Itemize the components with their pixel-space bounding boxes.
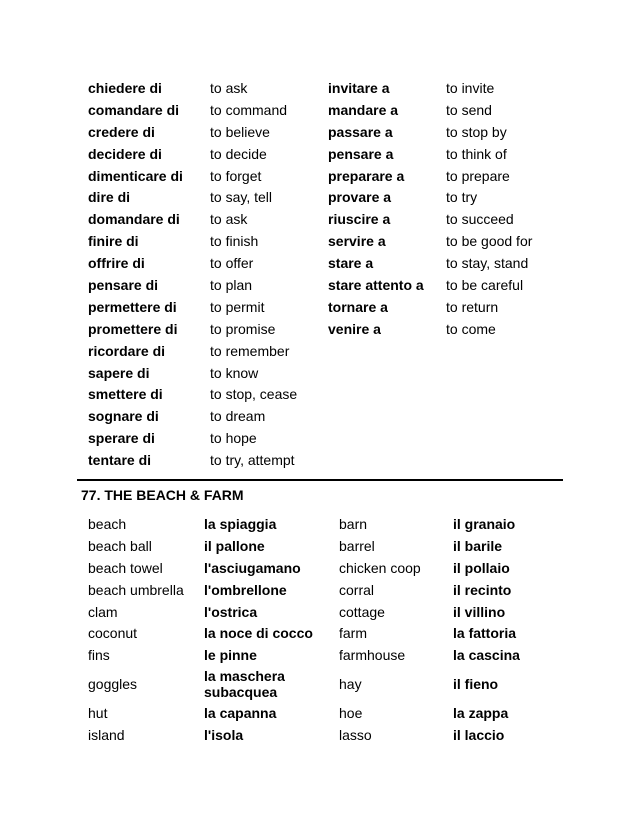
verb-di: dimenticare di bbox=[88, 167, 183, 184]
table-row bbox=[88, 252, 556, 274]
verb-a: venire a bbox=[328, 320, 381, 337]
italian-term-line: la maschera bbox=[204, 668, 285, 685]
verb-di-translation: to know bbox=[210, 364, 259, 381]
italian-term: l'ombrellone bbox=[204, 581, 287, 598]
italian-term: il granaio bbox=[453, 515, 516, 532]
verb-a: servire a bbox=[328, 233, 386, 250]
verb-di: decidere di bbox=[88, 145, 162, 162]
verb-preposition-table bbox=[88, 77, 556, 471]
vocabulary-table bbox=[88, 513, 553, 746]
verb-di-translation: to plan bbox=[210, 276, 253, 293]
italian-term: l'isola bbox=[204, 727, 244, 744]
italian-term: l'ostrica bbox=[204, 603, 258, 620]
verb-di-translation: to permit bbox=[210, 298, 265, 315]
english-term: coconut bbox=[88, 625, 138, 642]
verb-di-translation: to finish bbox=[210, 233, 259, 250]
english-term: corral bbox=[339, 581, 375, 598]
verb-di-translation: to dream bbox=[210, 408, 266, 425]
table-row bbox=[88, 208, 556, 230]
verb-a-translation: to invite bbox=[446, 79, 495, 96]
table-row bbox=[88, 318, 556, 340]
table-row bbox=[88, 274, 556, 296]
verb-a: mandare a bbox=[328, 101, 399, 118]
verb-di-translation: to command bbox=[210, 101, 288, 118]
verb-a-translation: to succeed bbox=[446, 211, 514, 228]
english-term: beach bbox=[88, 515, 127, 532]
table-row bbox=[88, 99, 556, 121]
table-row bbox=[88, 165, 556, 187]
verb-a bbox=[328, 449, 446, 471]
verb-di: dire di bbox=[88, 189, 131, 206]
verb-a: riuscire a bbox=[328, 211, 391, 228]
verb-a-translation: to prepare bbox=[446, 167, 510, 184]
verb-di: comandare di bbox=[88, 101, 180, 118]
verb-a bbox=[328, 427, 446, 449]
table-row bbox=[88, 724, 553, 746]
verb-a: preparare a bbox=[328, 167, 405, 184]
verb-di: offrire di bbox=[88, 255, 145, 272]
italian-term: le pinne bbox=[204, 647, 257, 664]
verb-di: domandare di bbox=[88, 211, 180, 228]
verb-di: permettere di bbox=[88, 298, 177, 315]
table-row bbox=[88, 77, 556, 99]
verb-di-translation: to say, tell bbox=[210, 189, 272, 206]
english-term: beach ball bbox=[88, 537, 152, 554]
verb-di-translation: to promise bbox=[210, 320, 276, 337]
english-term: island bbox=[88, 727, 125, 744]
verb-di: sperare di bbox=[88, 430, 155, 447]
italian-term: la capanna bbox=[204, 705, 277, 722]
section-heading: 77. THE BEACH & FARM bbox=[81, 487, 244, 503]
verb-a: pensare a bbox=[328, 145, 394, 162]
verb-a: provare a bbox=[328, 189, 392, 206]
verb-a: invitare a bbox=[328, 79, 390, 96]
table-row bbox=[88, 186, 556, 208]
table-row bbox=[88, 666, 553, 702]
table-row bbox=[88, 296, 556, 318]
verb-di: chiedere di bbox=[88, 79, 162, 96]
english-term: lasso bbox=[339, 727, 372, 744]
verb-a-translation: to stop by bbox=[446, 123, 507, 140]
table-row bbox=[88, 121, 556, 143]
english-term: fins bbox=[88, 647, 110, 664]
table-row bbox=[88, 427, 556, 449]
verb-a-translation bbox=[446, 362, 556, 384]
verb-di: sognare di bbox=[88, 408, 159, 425]
table-row bbox=[88, 405, 556, 427]
verb-di-translation: to try, attempt bbox=[210, 452, 295, 469]
verb-di-translation: to hope bbox=[210, 430, 257, 447]
verb-a-translation bbox=[446, 383, 556, 405]
english-term: goggles bbox=[88, 676, 138, 693]
table-row bbox=[88, 230, 556, 252]
english-term: chicken coop bbox=[339, 559, 421, 576]
italian-term: il recinto bbox=[453, 581, 512, 598]
italian-term: la cascina bbox=[453, 647, 520, 664]
verb-a bbox=[328, 383, 446, 405]
verb-a-translation bbox=[446, 449, 556, 471]
verb-di: promettere di bbox=[88, 320, 178, 337]
english-term: farm bbox=[339, 625, 367, 642]
verb-a: passare a bbox=[328, 123, 393, 140]
english-term: clam bbox=[88, 603, 118, 620]
table-row bbox=[88, 513, 553, 535]
table-row bbox=[88, 449, 556, 471]
table-row bbox=[88, 557, 553, 579]
section-divider bbox=[77, 479, 563, 481]
italian-term: la noce di cocco bbox=[204, 625, 313, 642]
italian-term: la zappa bbox=[453, 705, 509, 722]
english-term: farmhouse bbox=[339, 647, 406, 664]
table-row bbox=[88, 340, 556, 362]
table-row bbox=[88, 702, 553, 724]
table-row bbox=[88, 143, 556, 165]
table-row bbox=[88, 601, 553, 623]
table-row bbox=[88, 622, 553, 644]
english-term: beach towel bbox=[88, 559, 163, 576]
english-term: hut bbox=[88, 705, 108, 722]
verb-di-translation: to remember bbox=[210, 342, 290, 359]
italian-term: il fieno bbox=[453, 676, 499, 693]
italian-term: il villino bbox=[453, 603, 506, 620]
verb-a-translation: to think of bbox=[446, 145, 507, 162]
verb-a-translation bbox=[446, 405, 556, 427]
italian-term: il pallone bbox=[204, 537, 265, 554]
verb-a-translation: to come bbox=[446, 320, 496, 337]
verb-di-translation: to decide bbox=[210, 145, 267, 162]
verb-a-translation: to return bbox=[446, 298, 499, 315]
verb-di: pensare di bbox=[88, 276, 159, 293]
english-term: hoe bbox=[339, 705, 363, 722]
verb-di: finire di bbox=[88, 233, 139, 250]
table-row bbox=[88, 383, 556, 405]
italian-term: la spiaggia bbox=[204, 515, 277, 532]
verb-di: tentare di bbox=[88, 452, 152, 469]
verb-di: smettere di bbox=[88, 386, 163, 403]
verb-di-translation: to believe bbox=[210, 123, 270, 140]
verb-a-translation: to send bbox=[446, 101, 492, 118]
verb-di-translation: to stop, cease bbox=[210, 386, 298, 403]
italian-term: l'asciugamano bbox=[204, 559, 301, 576]
verb-di-translation: to offer bbox=[210, 255, 254, 272]
italian-term-line: subacquea bbox=[204, 684, 278, 701]
table-row bbox=[88, 579, 553, 601]
table-row bbox=[88, 644, 553, 666]
english-term: barrel bbox=[339, 537, 375, 554]
verb-a-translation bbox=[446, 427, 556, 449]
verb-di: sapere di bbox=[88, 364, 150, 381]
verb-di-translation: to ask bbox=[210, 211, 248, 228]
english-term: hay bbox=[339, 676, 362, 693]
italian-term: il pollaio bbox=[453, 559, 510, 576]
english-term: beach umbrella bbox=[88, 581, 184, 598]
verb-a: stare attento a bbox=[328, 276, 424, 293]
italian-term bbox=[204, 666, 339, 702]
verb-di-translation: to ask bbox=[210, 79, 248, 96]
english-term: cottage bbox=[339, 603, 385, 620]
verb-a-translation bbox=[446, 340, 556, 362]
verb-a: stare a bbox=[328, 255, 374, 272]
english-term: barn bbox=[339, 515, 368, 532]
verb-di: ricordare di bbox=[88, 342, 166, 359]
verb-a: tornare a bbox=[328, 298, 388, 315]
table-row bbox=[88, 362, 556, 384]
italian-term: il laccio bbox=[453, 727, 505, 744]
verb-di: credere di bbox=[88, 123, 155, 140]
italian-term: la fattoria bbox=[453, 625, 517, 642]
verb-a-translation: to be careful bbox=[446, 276, 524, 293]
table-row bbox=[88, 535, 553, 557]
italian-term: il barile bbox=[453, 537, 503, 554]
verb-a bbox=[328, 362, 446, 384]
verb-di-translation: to forget bbox=[210, 167, 262, 184]
verb-a-translation: to try bbox=[446, 189, 478, 206]
verb-a bbox=[328, 405, 446, 427]
verb-a-translation: to be good for bbox=[446, 233, 533, 250]
verb-a bbox=[328, 340, 446, 362]
verb-a-translation: to stay, stand bbox=[446, 255, 529, 272]
